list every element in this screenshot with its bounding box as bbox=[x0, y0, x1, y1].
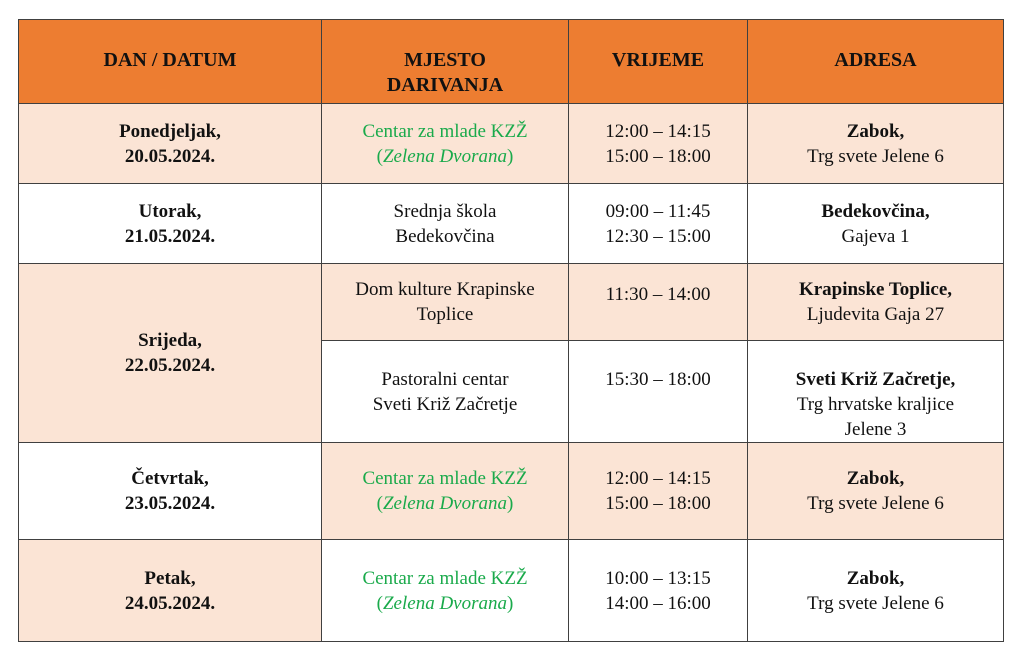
day-cell bbox=[19, 443, 322, 540]
day-name: Četvrtak, bbox=[131, 468, 209, 489]
date: 21.05.2024. bbox=[124, 225, 216, 247]
date: 22.05.2024. bbox=[124, 355, 216, 376]
day-cell bbox=[19, 264, 322, 443]
address-cell: Sveti Križ Začretje, Trg hrvatske kraljice Jelene 3 bbox=[748, 341, 1004, 443]
header-place: MJESTO DARIVANJA bbox=[322, 20, 569, 104]
donation-schedule-table bbox=[18, 19, 1004, 642]
place-cell: Pastoralni centar Sveti Križ Začretje bbox=[322, 341, 569, 443]
place-cell: Centar za mlade KZŽ (Zelena Dvorana) bbox=[322, 104, 569, 184]
time-cell: 10:00 – 13:15 14:00 – 16:00 bbox=[569, 540, 748, 642]
time-cell: 15:30 – 18:00 bbox=[569, 341, 748, 443]
table-row bbox=[19, 443, 1004, 540]
table-row bbox=[19, 540, 1004, 642]
table-row bbox=[19, 264, 1004, 341]
place-cell: Dom kulture Krapinske Toplice bbox=[322, 264, 569, 341]
time-cell: 11:30 – 14:00 bbox=[569, 264, 748, 341]
table-row bbox=[19, 184, 1004, 264]
day-name: Utorak, bbox=[138, 200, 202, 222]
time-cell: 09:00 – 11:45 12:30 – 15:00 bbox=[569, 184, 748, 264]
time-cell: 12:00 – 14:15 15:00 – 18:00 bbox=[569, 104, 748, 184]
header-address: ADRESA bbox=[748, 20, 1004, 104]
place-cell: Centar za mlade KZŽ (Zelena Dvorana) bbox=[322, 540, 569, 642]
address-cell: Zabok, Trg svete Jelene 6 bbox=[748, 104, 1004, 184]
address-cell: Zabok, Trg svete Jelene 6 bbox=[748, 443, 1004, 540]
day-name: Srijeda, bbox=[138, 330, 202, 351]
date: 20.05.2024. bbox=[124, 145, 216, 167]
header-time: VRIJEME bbox=[569, 20, 748, 104]
time-cell: 12:00 – 14:15 15:00 – 18:00 bbox=[569, 443, 748, 540]
header-row bbox=[19, 20, 1004, 104]
day-cell bbox=[19, 184, 322, 264]
address-cell: Bedekovčina, Gajeva 1 bbox=[748, 184, 1004, 264]
address-cell: Zabok, Trg svete Jelene 6 bbox=[748, 540, 1004, 642]
day-cell bbox=[19, 540, 322, 642]
place-cell: Centar za mlade KZŽ (Zelena Dvorana) bbox=[322, 443, 569, 540]
day-name: Ponedjeljak, bbox=[119, 120, 221, 142]
date: 23.05.2024. bbox=[124, 493, 216, 514]
header-day-date: DAN / DATUM bbox=[19, 20, 322, 104]
day-cell bbox=[19, 104, 322, 184]
address-cell: Krapinske Toplice, Ljudevita Gaja 27 bbox=[748, 264, 1004, 341]
day-name: Petak, bbox=[144, 567, 196, 589]
table-row bbox=[19, 104, 1004, 184]
place-cell: Srednja škola Bedekovčina bbox=[322, 184, 569, 264]
date: 24.05.2024. bbox=[124, 592, 216, 614]
